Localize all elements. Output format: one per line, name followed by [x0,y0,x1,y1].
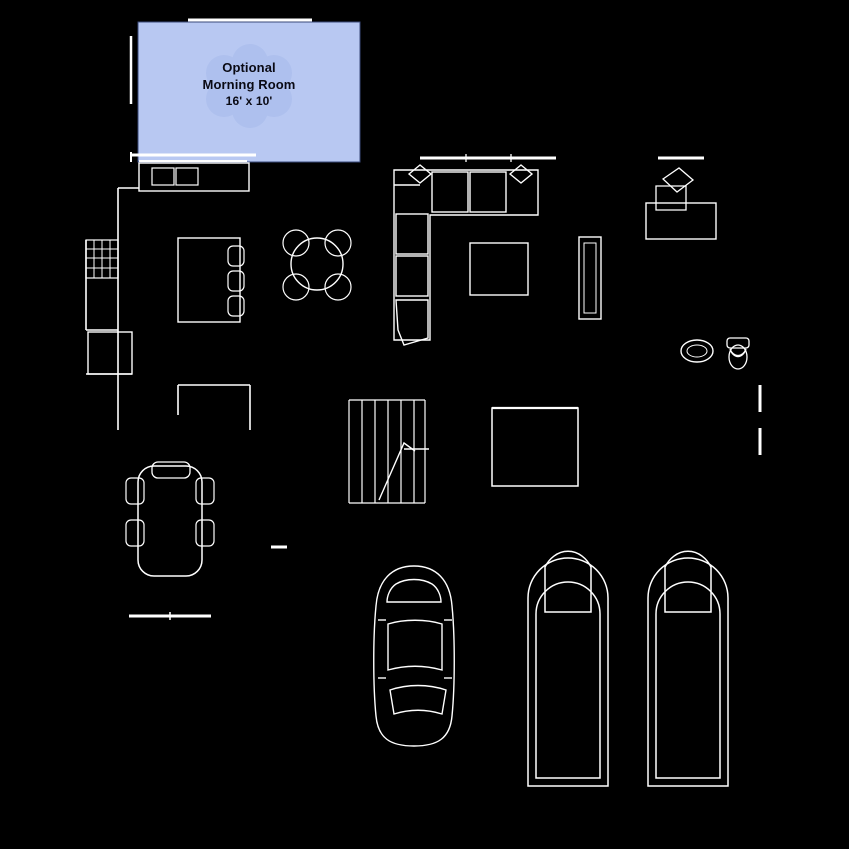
morning-room-decor-icon [206,44,292,128]
morning-room-line2: Morning Room [202,77,296,92]
car-icon [374,566,455,746]
morning-room-dimensions: 16' x 10' [225,94,273,108]
optional-morning-room-area [131,20,360,162]
morning-room-line1: Optional [222,60,276,75]
wall-lines [86,152,760,786]
